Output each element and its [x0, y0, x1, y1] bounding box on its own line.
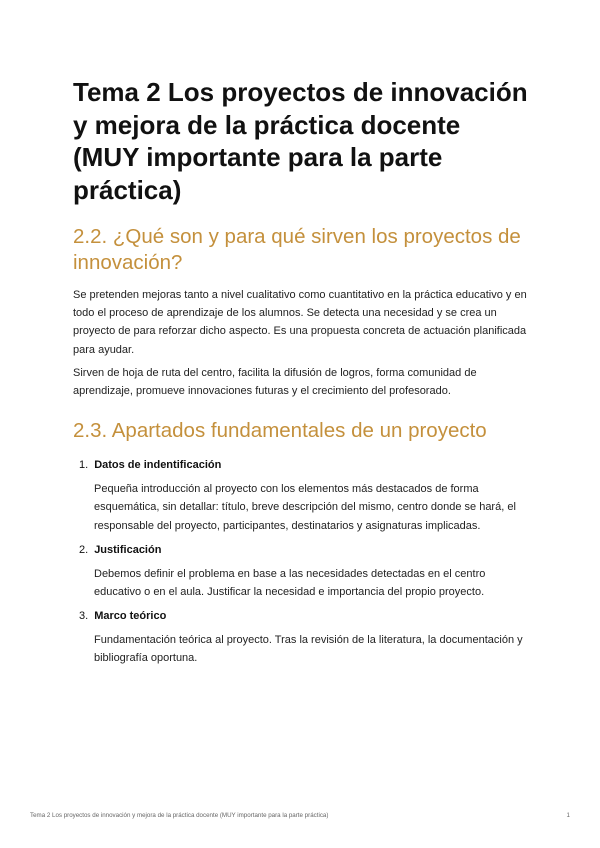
list-item	[73, 541, 528, 601]
list-item-number: 3.	[79, 610, 89, 623]
page-footer	[30, 812, 570, 819]
list-item-number: 2.	[79, 543, 89, 556]
document-title: Tema 2 Los proyectos de innovación y mejora de la práctica docente (MUY importante para la parte práctica)	[73, 77, 528, 205]
list-item-title: Marco teórico	[94, 610, 167, 623]
section-heading-project-sections: 2.3. Apartados fundamentales de un proyecto	[73, 419, 487, 443]
document-page	[73, 76, 528, 674]
list-item-title: Datos de indentificación	[94, 459, 222, 472]
project-sections-list	[73, 456, 528, 667]
list-item	[73, 607, 528, 667]
paragraph: Sirven de hoja de ruta del centro, facilita la difusión de logros, forma comunidad de aprendizaje, promueve innovaciones futuras y el crecimiento del profesorado.	[73, 366, 477, 398]
list-item-title: Justificación	[94, 543, 162, 556]
paragraph: Se pretenden mejoras tanto a nivel cualitativo como cuantitativo en la práctica educativo y en todo el proceso de aprendizaje de los alumnos. Se detecta una necesidad y se crea un proyecto de para reforzar dicho aspecto. Es una propuesta concreta de actuación planificada para ayudar.	[73, 289, 527, 356]
list-item-body: Debemos definir el problema en base a las necesidades detectadas en el centro educativo o en el aula. Justificar la necesidad e importancia del propio proyecto.	[94, 567, 486, 599]
list-item-body: Fundamentación teórica al proyecto. Tras la revisión de la literatura, la documentación y bibliografía oportuna.	[94, 634, 523, 665]
list-item	[73, 456, 528, 535]
list-item-body: Pequeña introducción al proyecto con los elementos más destacados de forma esquemática, sin detallar: título, breve descripción del mismo, centro donde se hará, el responsable del proyecto, participantes, destinatarios y asignaturas implicadas.	[94, 483, 516, 532]
list-item-number: 1.	[79, 459, 89, 472]
page-number: 1	[566, 812, 570, 819]
footer-text: Tema 2 Los proyectos de innovación y mejora de la práctica docente (MUY importante para la parte práctica)	[30, 812, 329, 819]
section-heading-what-are-projects: 2.2. ¿Qué son y para qué sirven los proyectos de innovación?	[73, 225, 521, 274]
